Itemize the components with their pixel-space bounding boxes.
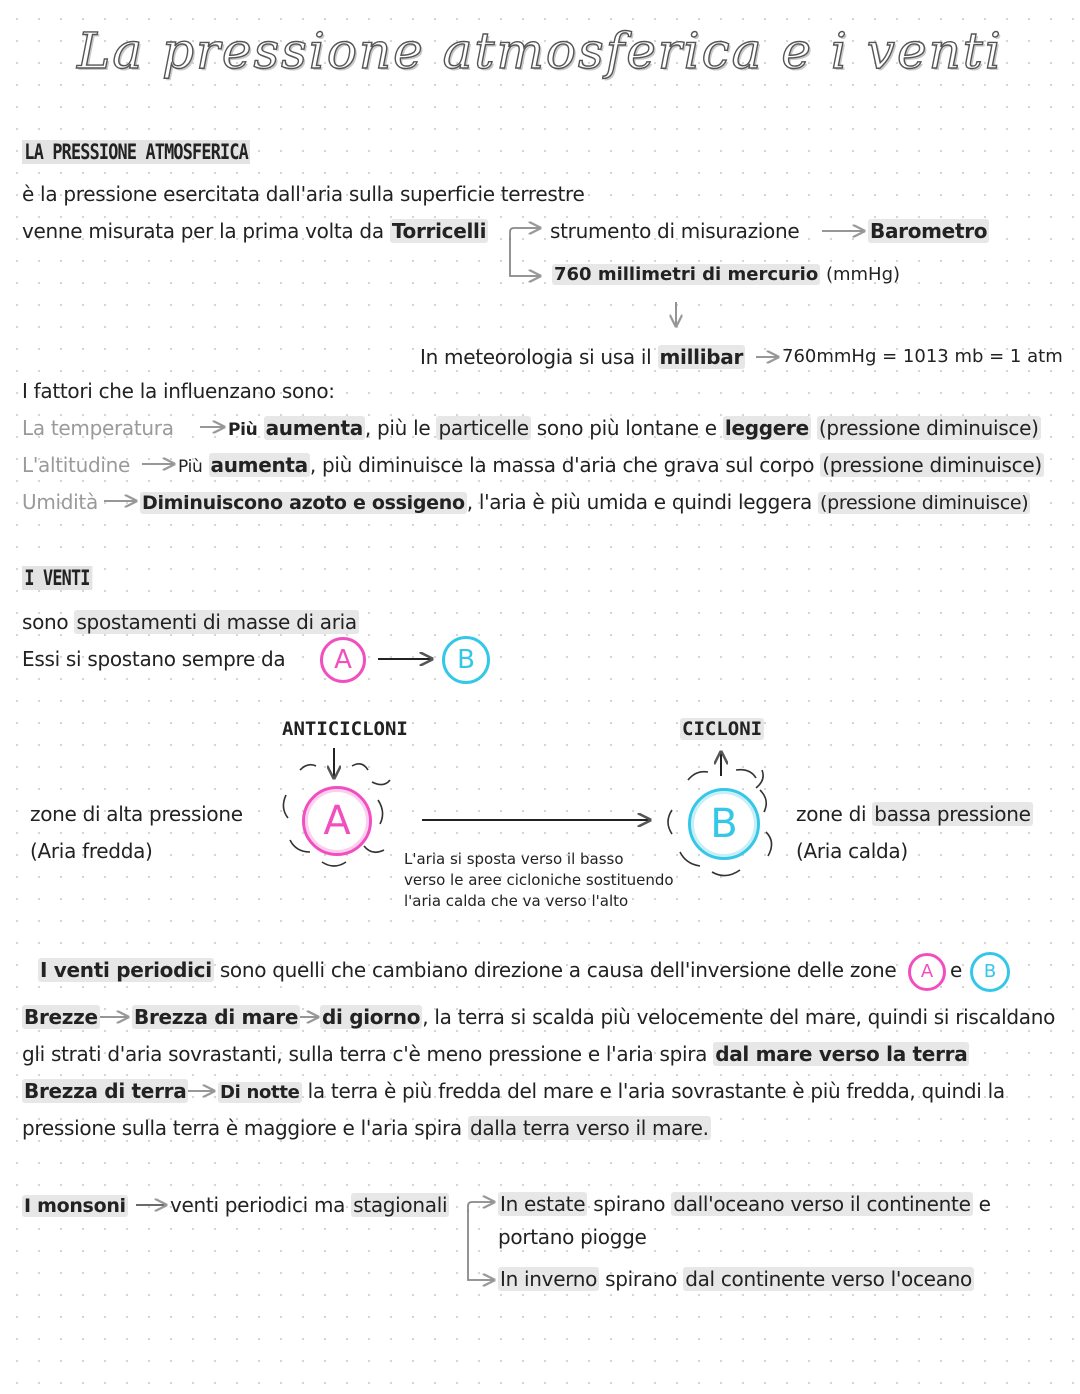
- factor-desc-temperature: [228, 416, 1041, 440]
- factor-result: (pressione diminuisce): [818, 416, 1039, 440]
- stagionali-label: stagionali: [353, 1193, 448, 1217]
- caption-line: verso le aree cicloniche sostituendo: [404, 871, 674, 889]
- high-zone-label: zone di alta pressione: [30, 802, 243, 826]
- mercury-line: [552, 264, 900, 285]
- factor-text: Più: [178, 457, 203, 477]
- factor-name: Umidità: [22, 490, 98, 514]
- factor-result: (pressione diminuisce): [822, 453, 1042, 477]
- measured-prefix: venne misurata per la prima volta da: [22, 219, 384, 243]
- summer-highlight: dall'oceano verso il continente: [673, 1192, 971, 1216]
- high-air-label: (Aria fredda): [30, 839, 153, 863]
- land-highlight: dalla terra verso il mare.: [469, 1116, 709, 1140]
- factor-keyword: particelle: [438, 416, 529, 440]
- barometer-text: Barometro: [870, 219, 988, 243]
- sea-breeze-label: Brezza di mare: [134, 1005, 299, 1029]
- brezze-label: Brezze: [24, 1005, 98, 1029]
- millibar-text: millibar: [659, 345, 744, 369]
- factor-text: , l'aria è più umida e quindi leggera: [466, 490, 812, 514]
- factors-intro: I fattori che la influenzano sono:: [22, 379, 335, 403]
- factor-text: , più le: [364, 416, 431, 440]
- anticyclone-a-circle: A: [302, 786, 372, 856]
- torricelli-branch: [510, 228, 540, 240]
- high-pressure-a-badge: A: [320, 637, 366, 683]
- mercury-unit: (mmHg): [825, 264, 901, 285]
- winds-def-prefix: sono: [22, 610, 69, 634]
- factor-name: La temperatura: [22, 416, 174, 440]
- sea-highlight: dal mare verso la terra: [715, 1042, 968, 1066]
- low-zone-label: [796, 802, 1033, 826]
- winter-label: In inverno: [500, 1267, 598, 1291]
- low-pressure-b-badge: B: [442, 636, 490, 684]
- day-label: di giorno: [322, 1005, 421, 1029]
- night-label: Di notte: [220, 1082, 300, 1103]
- factor-row-altitude: [22, 453, 130, 477]
- day-line: [320, 1005, 1055, 1029]
- land-text: la terra è più fredda del mare e l'aria sovrastante è più fredda, quindi la: [307, 1079, 1005, 1103]
- winter-text: spirano: [605, 1267, 678, 1291]
- flow-caption: [404, 849, 674, 912]
- periodic-b-badge: B: [970, 952, 1010, 992]
- factor-keyword: aumenta: [210, 453, 308, 477]
- periodic-text: sono quelli che cambiano direzione a causa dell'inversione delle zone: [219, 958, 897, 982]
- factor-desc-humidity: [140, 490, 1030, 514]
- winter-line: [498, 1267, 974, 1291]
- low-air-label: (Aria calda): [796, 839, 908, 863]
- cicloni-label: CICLONI: [682, 718, 763, 740]
- winds-def-highlight: spostamenti di masse di aria: [76, 610, 357, 634]
- section-heading-pressure: LA PRESSIONE ATMOSFERICA: [22, 140, 250, 164]
- factor-keyword: aumenta: [265, 416, 363, 440]
- periodic-highlight: I venti periodici: [40, 958, 212, 982]
- definition-text: è la pressione esercitata dall'aria sulla superficie terrestre: [22, 182, 585, 206]
- factor-text: , più diminuisce la massa d'aria che grava sul corpo: [309, 453, 815, 477]
- monsoni-branch: [468, 1202, 494, 1212]
- meteo-line: [420, 345, 745, 369]
- anticicloni-label: ANTICICLONI: [282, 718, 408, 740]
- summer-label: In estate: [500, 1192, 586, 1216]
- sea-text: , la terra si scalda più velocemente del mare, quindi si riscaldano: [422, 1005, 1056, 1029]
- factor-desc-altitude: [178, 453, 1044, 477]
- equivalence-text: 760mmHg = 1013 mb = 1 atm: [782, 346, 1063, 367]
- winds-direction-text: Essi si spostano sempre da: [22, 647, 286, 671]
- land-text-line2: [22, 1116, 711, 1140]
- monsoni-label: I monsoni: [24, 1195, 126, 1217]
- caption-line: l'aria calda che va verso l'alto: [404, 892, 629, 910]
- periodic-a-badge: A: [908, 953, 946, 991]
- sea-breeze-line: [132, 1005, 300, 1029]
- cyclone-b-circle: B: [688, 788, 760, 860]
- meteo-prefix: In meteorologia si usa il: [420, 345, 652, 369]
- caption-line: L'aria si sposta verso il basso: [404, 850, 624, 868]
- instrument-text: strumento di misurazione: [550, 219, 800, 243]
- factor-text: sono più lontane e: [536, 416, 717, 440]
- summer-line2: portano piogge: [498, 1225, 647, 1249]
- sea-text: gli strati d'aria sovrastanti, sulla terra c'è meno pressione e l'aria spira: [22, 1042, 708, 1066]
- low-zone-prefix: zone di: [796, 802, 867, 826]
- monsoni-line: [22, 1193, 128, 1217]
- summer-text: spirano: [593, 1192, 666, 1216]
- winds-definition: [22, 610, 359, 634]
- factor-text: Più: [228, 420, 258, 440]
- factor-row-temperature: [22, 416, 174, 440]
- mercury-text: 760 millimetri di mercurio: [554, 264, 819, 285]
- night-line: [218, 1079, 1005, 1103]
- periodic-winds-line: [38, 958, 896, 982]
- factor-result: (pressione diminuisce): [819, 492, 1029, 514]
- measured-line: [22, 219, 488, 243]
- land-breeze-label: Brezza di terra: [24, 1079, 187, 1103]
- factor-row-humidity: [22, 490, 98, 514]
- factor-keyword: Diminuiscono azoto e ossigeno: [142, 492, 465, 514]
- torricelli-name: Torricelli: [391, 219, 487, 243]
- winter-highlight: dal continente verso l'oceano: [685, 1267, 972, 1291]
- and-text: e: [950, 958, 963, 982]
- page-title: La pressione atmosferica e i venti: [77, 22, 1003, 80]
- section-heading-winds: I VENTI: [22, 566, 92, 590]
- sea-text-line2: [22, 1042, 969, 1066]
- factor-keyword: leggere: [724, 416, 809, 440]
- brezze-line: [22, 1005, 100, 1029]
- land-breeze-line: [22, 1079, 188, 1103]
- low-zone-highlight: bassa pressione: [874, 802, 1031, 826]
- summer-line: [498, 1192, 991, 1216]
- factor-name: L'altitudine: [22, 453, 131, 477]
- summer-text: e: [978, 1192, 991, 1216]
- monsoni-desc: venti periodici ma: [170, 1193, 346, 1217]
- land-text: pressione sulla terra è maggiore e l'aria spira: [22, 1116, 462, 1140]
- monsoni-desc-line: [170, 1193, 449, 1217]
